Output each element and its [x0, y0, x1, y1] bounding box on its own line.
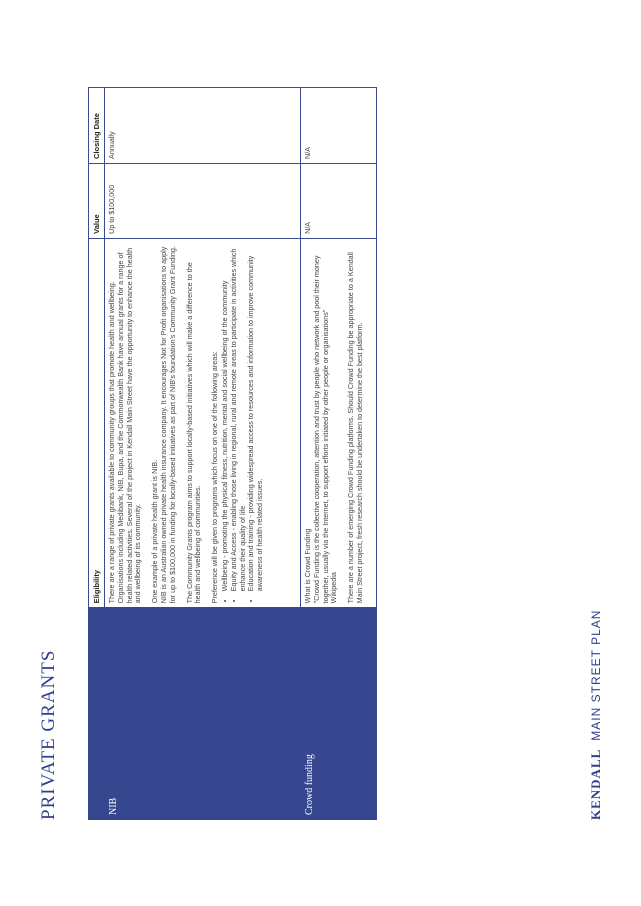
- table-header-row: [89, 88, 105, 820]
- nib-para-1: There are a range of private grants available to community groups that promote health and wellbeing. Organisations including Medibank, NIB, Bupa, and the Commonwealth Bank have annual grants for a range of health related activities. Several of the project in Kendall Main Street have the opportunity to enhance the health and wellbeing of its community.: [107, 247, 143, 604]
- category-nib: NIB: [105, 608, 301, 820]
- footer-brand: KENDALL: [588, 748, 603, 820]
- grants-table: [88, 87, 377, 820]
- value-nib: Up to $100,000: [105, 163, 301, 238]
- crowd-para-2: There are a number of emerging Crowd Funding platforms. Should Crowd Funding be appropriate to a Kendall Main Street project, fresh research should be undertaken to determine the best platform.: [346, 252, 365, 604]
- nib-para-4: Preference will be given to programs which focus on one of the following areas:: [210, 351, 220, 604]
- footer-doc-title: MAIN STREET PLAN: [589, 609, 603, 741]
- eligibility-nib: [105, 238, 301, 607]
- list-item: • Wellbeing - promoting the physical fitness, nutrition, mental and social wellbeing of the community: [221, 243, 230, 591]
- footer: [588, 610, 604, 820]
- crowd-para-1: [304, 243, 339, 603]
- nib-para-2: [151, 243, 177, 603]
- nib-para-2b: NIB is an Australian owned private health insurance company. It encourages Not for Profit organisations to apply for up to $100,000 in funding for locally-based initiatives as part of NIB's foundation's Community Grant Funding.: [159, 246, 177, 604]
- table-row: [105, 88, 301, 820]
- crowd-quote: "Crowd Funding is the collective cooperation, attention and trust by people who network and pool their money together, usually via the Internet, to support efforts initiated by other people or organisations": [311, 255, 330, 604]
- crowd-source: Wikipedia: [329, 572, 339, 604]
- nib-para-3: The Community Grants program aims to support locally-based initiatives which will make a difference to the health and wellbeing of communities.: [184, 262, 203, 604]
- value-crowd-funding: N/A: [301, 163, 377, 238]
- header-closing-date: Closing Date: [89, 88, 105, 164]
- table-row: [301, 88, 377, 820]
- list-item: • Education and training - providing widespread access to resources and information to improve community awareness of health related issues.: [247, 243, 265, 591]
- list-item: • Equity and Access - enabling those living in regional, rural and remote areas to participate in activities which enhance their quality of life: [230, 243, 248, 591]
- category-crowd-funding: Crowd funding: [301, 608, 377, 820]
- closing-nib: Annually: [105, 88, 301, 164]
- eligibility-crowd-funding: [301, 238, 377, 607]
- header-value: Value: [89, 163, 105, 238]
- header-eligibility: Eligibility: [89, 238, 105, 607]
- crowd-question: What is Crowd Funding: [303, 528, 313, 604]
- closing-crowd-funding: N/A: [301, 88, 377, 164]
- nib-para-2a: One example of a private health grant is NIB.: [150, 459, 160, 604]
- header-blank-cell: [89, 608, 105, 820]
- nib-bullet-list: [221, 243, 265, 603]
- page-title: PRIVATE GRANTS: [38, 649, 59, 820]
